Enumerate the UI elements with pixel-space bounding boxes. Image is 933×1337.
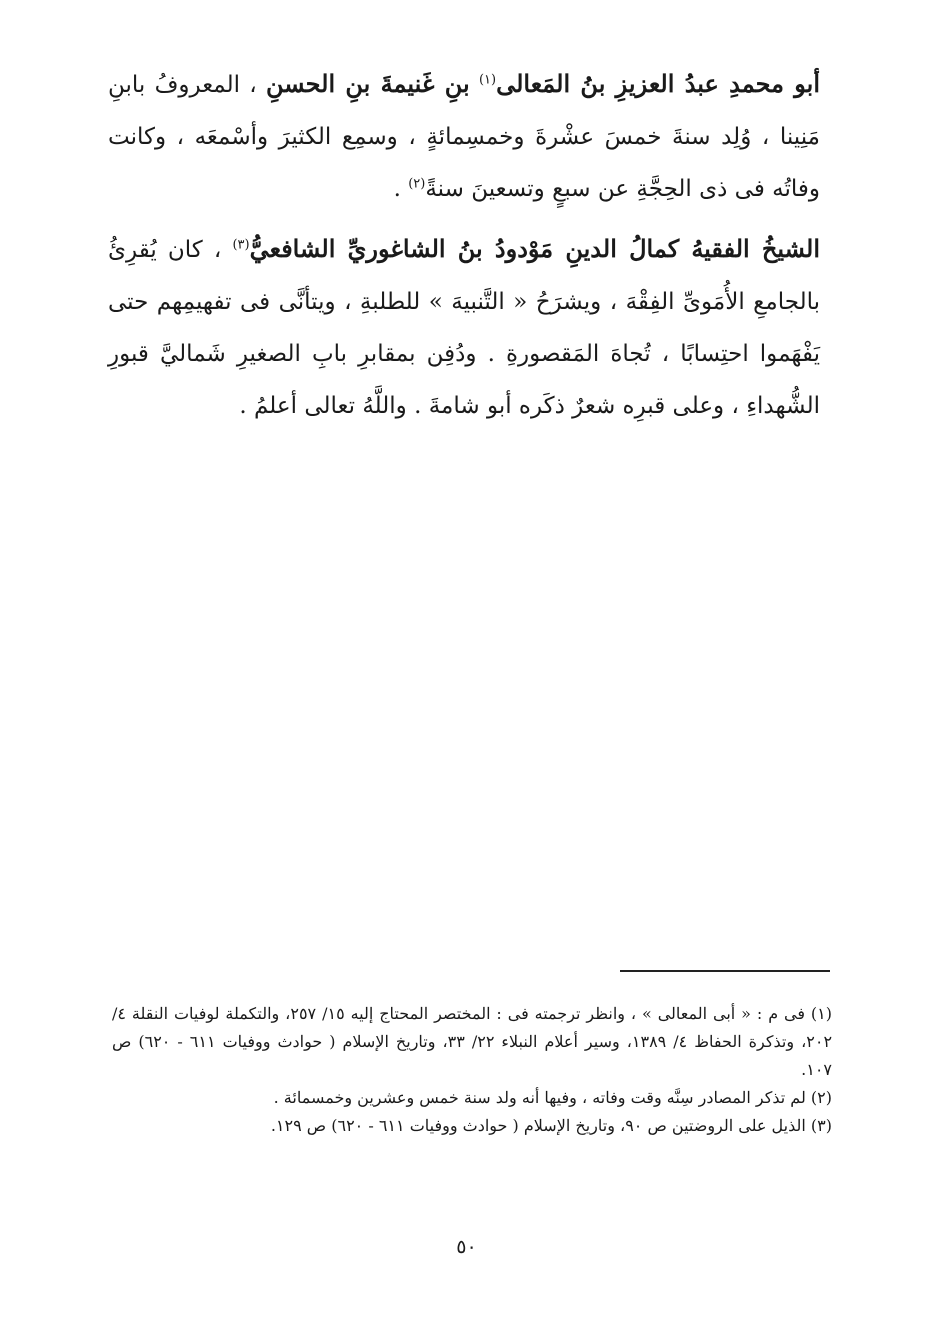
footnote-divider: [620, 970, 830, 972]
footnote: (٢) لم تذكر المصادر سِنَّه وقت وفاته ، وفيها أنه ولد سنة خمس وعشرين وخمسمائة .: [273, 1088, 832, 1107]
footnote: (١) فى م : « أبى المعالى » ، وانظر ترجمته فى : المختصر المحتاج إليه ١٥/ ٢٥٧، والتكملة لوفيات النقلة ٤/ ٢٠٢، وتذكرة الحفاظ ٤/ ١٣٨٩، وسير أعلام النبلاء ٢٢/ ٣٣، وتاريخ الإسلام ( حوادث ووفيات ٦١١ - ٦٢٠) ص ١٠٧.: [112, 1004, 833, 1079]
entry-text: ، كان يُقرِئُ بالجامعِ الأُمَوىِّ الفِقْهَ ، ويشرَحُ « التَّنبيهَ » للطلبةِ ، ويتأنَّى فى تفهيمِهم حتى يَفْهَموا احتِسابًا ، تُجاهَ المَقصورةِ . ودُفِن بمقابرِ بابِ الصغيرِ شَماليَّ قبورِ الشُّهداءِ ، وعلى قبرِه شعرٌ ذكَره أبو شامةَ . واللَّهُ تعالى أعلمُ .: [108, 237, 820, 419]
biography-entry: [108, 223, 820, 432]
page-number: ٥٠: [456, 1236, 477, 1258]
main-text: [108, 58, 820, 440]
entry-text: ، المعروفُ بابنِ مَنِينا ، وُلِد سنةَ خمسَ عشْرةَ وخمسِمائةٍ ، وسمِع الكثيرَ وأسْمعَه ، وكانت وفاتُه فى ذى الحِجَّةِ عن سبعٍ وتسعينَ سنةً: [108, 72, 820, 202]
footnote-marker: (١): [478, 72, 497, 88]
footnote-marker: (٣): [232, 237, 250, 253]
footnote: (٣) الذيل على الروضتين ص ٩٠، وتاريخ الإسلام ( حوادث ووفيات ٦١١ - ٦٢٠) ص ١٢٩.: [270, 1116, 832, 1135]
footnotes: [112, 1000, 832, 1140]
person-name: أبو محمدِ عبدُ العزيزِ بنُ المَعالى: [496, 69, 821, 98]
footnote-marker: (٢): [408, 176, 426, 192]
person-name: الشيخُ الفقيهُ كمالُ الدينِ مَوْدودُ بنُ الشاغوريِّ الشافعيُّ: [249, 234, 821, 263]
entry-end: .: [393, 176, 401, 202]
biography-entry: [108, 58, 820, 215]
person-name-continued: بنِ غَنيمةَ بنِ الحسنِ: [265, 69, 470, 98]
